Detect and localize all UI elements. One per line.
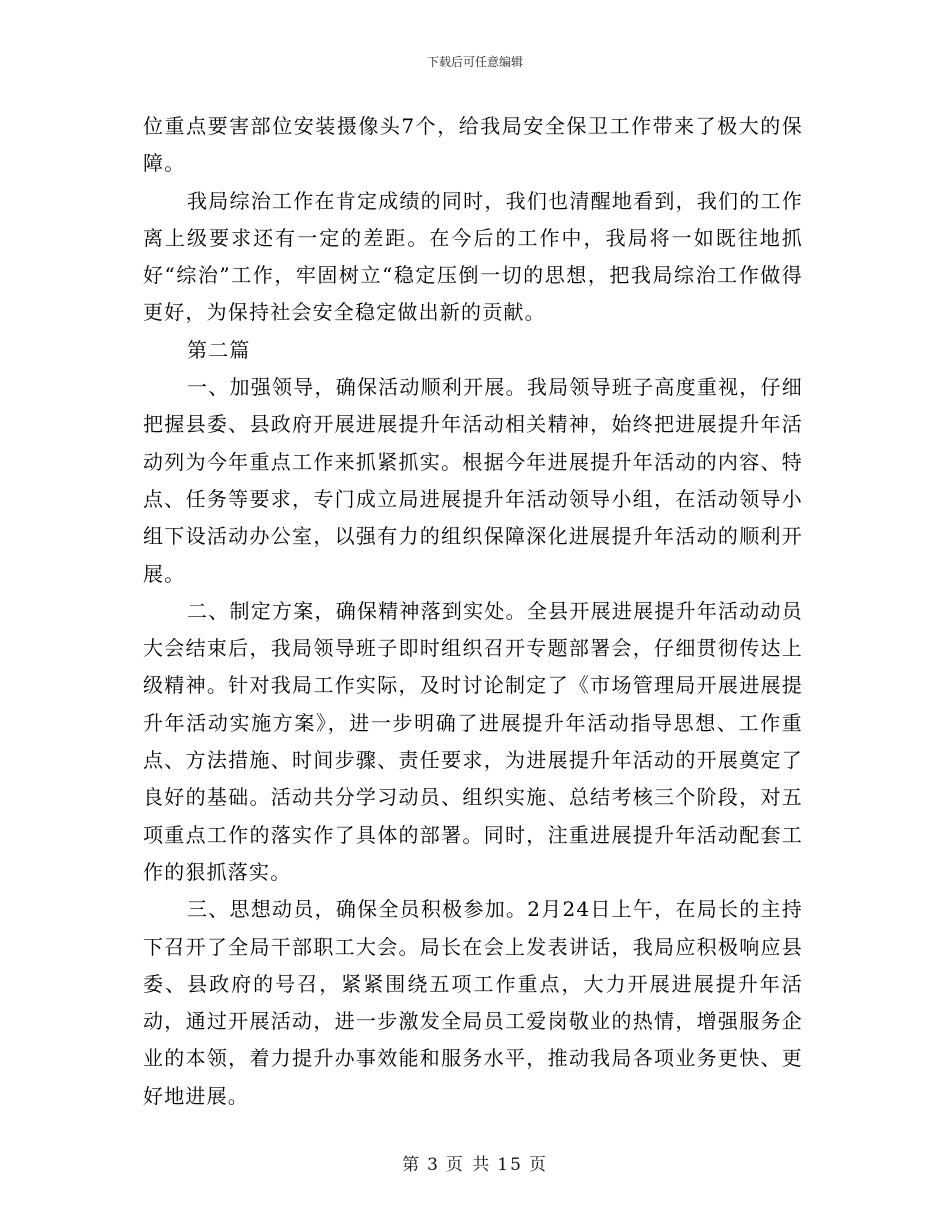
footer-current-page: 3 xyxy=(427,1155,440,1175)
section-heading: 第二篇 xyxy=(187,337,251,362)
paragraph-5: 三、思想动员，确保全员积极参加。2月24日上午，在局长的主持下召开了全局干部职工大会。局长在会上发表讲话，我局应积极响应县委、县政府的号召，紧紧围绕五项工作重点，大力开展进展提升年活动，通过开展活动，进一步激发全局员工爱岗敬业的热情，增强服务企业的本领，着力提升办事效能和服务水平，推动我局各项业务更快、更好地进展。 xyxy=(143,897,803,1108)
paragraph-3: 一、加强领导，确保活动顺利开展。我局领导班子高度重视，仔细把握县委、县政府开展进展提升年活动相关精神，始终把进展提升年活动列为今年重点工作来抓紧抓实。根据今年进展提升年活动的内容、特点、任务等要求，专门成立局进展提升年活动领导小组，在活动领导小组下设活动办公室，以强有力的组织保障深化进展提升年活动的顺利开展。 xyxy=(143,375,803,586)
paragraph-2: 我局综治工作在肯定成绩的同时，我们也清醒地看到，我们的工作离上级要求还有一定的差距。在今后的工作中，我局将一如既往地抓好“综治”工作，牢固树立“稳定压倒一切的思想，把我局综治工作做得更好，为保持社会安全稳定做出新的贡献。 xyxy=(143,188,803,325)
footer-total-pages: 15 xyxy=(497,1155,523,1175)
footer-prefix: 第 xyxy=(402,1155,422,1175)
document-body xyxy=(143,108,803,1115)
page-header xyxy=(0,54,950,70)
page-footer xyxy=(0,1155,950,1175)
footer-middle: 页 共 xyxy=(445,1155,492,1175)
paragraph-4: 二、制定方案，确保精神落到实处。全县开展进展提升年活动动员大会结束后，我局领导班子即时组织召开专题部署会，仔细贯彻传达上级精神。针对我局工作实际，及时讨论制定了《市场管理局开展进展提升年活动实施方案》，进一步明确了进展提升年活动指导思想、工作重点、方法措施、时间步骤、责任要求，为进展提升年活动的开展奠定了良好的基础。活动共分学习动员、组织实施、总结考核三个阶段，对五项重点工作的落实作了具体的部署。同时，注重进展提升年活动配套工作的狠抓落实。 xyxy=(143,598,803,884)
footer-suffix: 页 xyxy=(528,1155,548,1175)
paragraph-1: 位重点要害部位安装摄像头7个，给我局安全保卫工作带来了极大的保障。 xyxy=(143,114,803,176)
header-note: 下载后可任意编辑 xyxy=(426,55,523,69)
